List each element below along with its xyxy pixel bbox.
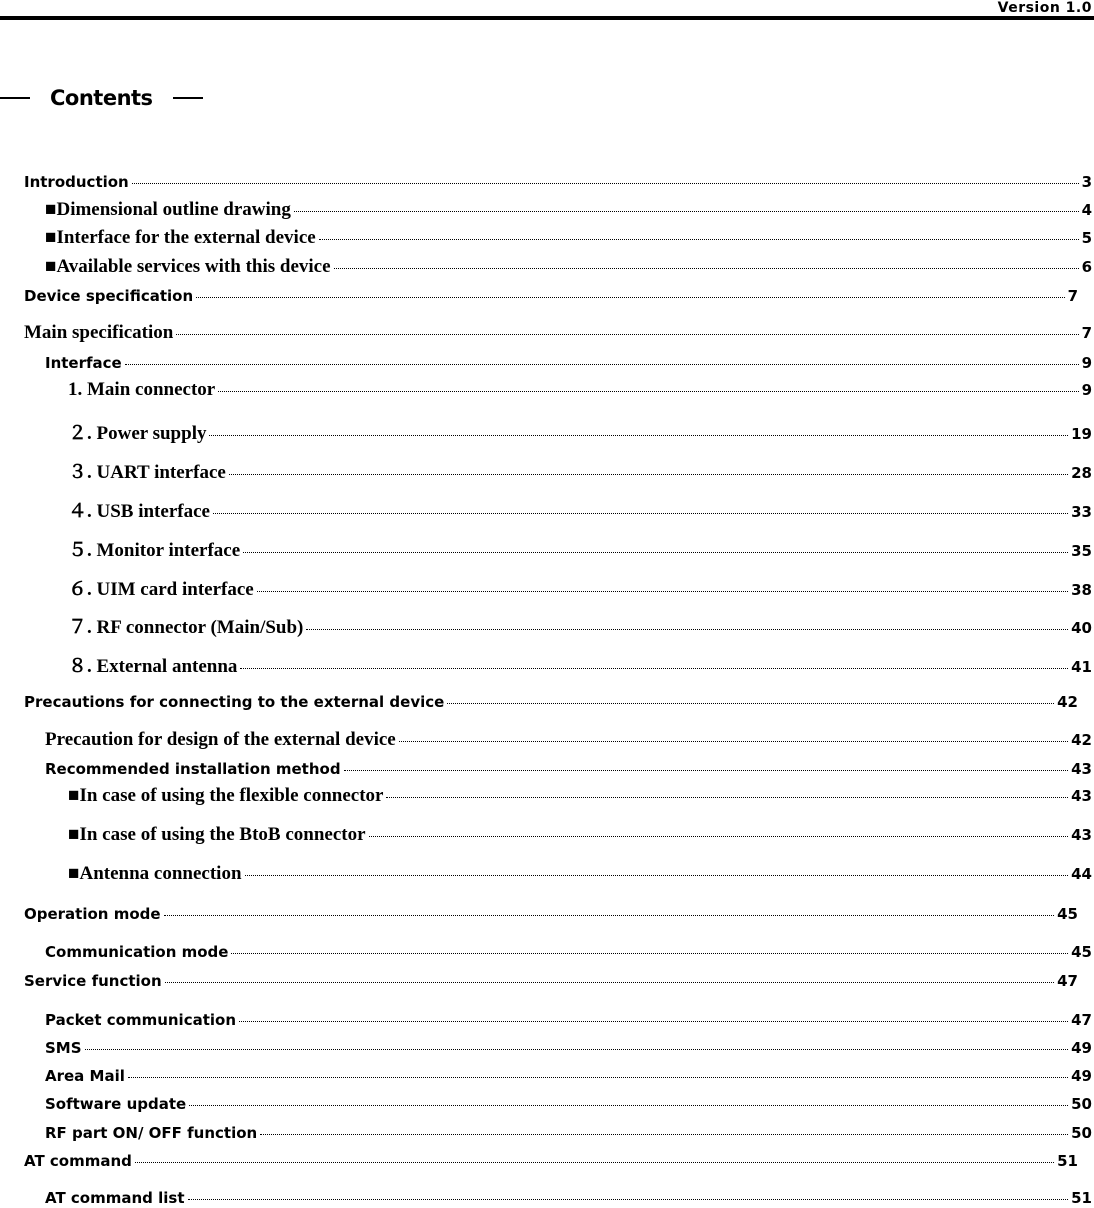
- toc-page: 43: [1071, 760, 1092, 778]
- toc-label: Precaution for design of the external device: [45, 729, 396, 750]
- toc-page: 50: [1071, 1124, 1092, 1142]
- toc-page: 43: [1071, 787, 1092, 805]
- toc-leader: [128, 1077, 1068, 1078]
- toc-page: 38: [1071, 581, 1092, 599]
- toc-label: Area Mail: [45, 1067, 125, 1085]
- toc-leader: [132, 183, 1079, 184]
- toc-label: ７. RF connector (Main/Sub): [68, 617, 304, 638]
- toc-label: 1. Main connector: [68, 379, 216, 400]
- toc-leader: [319, 239, 1079, 240]
- toc-leader: [231, 953, 1068, 954]
- toc-page: 42: [1071, 731, 1092, 749]
- toc-entry-main-connector[interactable]: [68, 379, 1092, 401]
- toc-page: 50: [1071, 1095, 1092, 1113]
- toc-leader: [334, 268, 1079, 269]
- toc-label: ６. UIM card interface: [68, 579, 254, 600]
- toc-page: 9: [1081, 381, 1092, 399]
- toc-label: Operation mode: [24, 905, 161, 923]
- toc-entry-at-command[interactable]: [24, 1152, 1078, 1170]
- toc-page: 45: [1057, 905, 1078, 923]
- toc-page: 33: [1071, 503, 1092, 521]
- toc-entry-sms[interactable]: [45, 1039, 1092, 1057]
- toc-page: 9: [1081, 354, 1092, 372]
- toc-entry-area-mail[interactable]: [45, 1067, 1092, 1085]
- toc-label: Interface: [45, 354, 122, 372]
- toc-page: 44: [1071, 865, 1092, 883]
- toc-leader: [125, 364, 1079, 365]
- toc-label: Service function: [24, 972, 162, 990]
- toc-entry-interface-external[interactable]: [45, 227, 1092, 249]
- toc-label: Communication mode: [45, 943, 229, 961]
- toc-label: AT command: [24, 1152, 132, 1170]
- toc-leader: [447, 703, 1054, 704]
- toc-leader: [257, 591, 1068, 592]
- toc-entry-uim-card-interface[interactable]: [68, 574, 1092, 601]
- toc-leader: [229, 474, 1068, 475]
- page-title: Contents: [50, 86, 153, 110]
- toc-leader: [196, 297, 1064, 298]
- toc-entry-flexible-connector[interactable]: [68, 785, 1092, 807]
- toc-entry-precautions[interactable]: [24, 693, 1078, 711]
- toc-entry-available-services[interactable]: [45, 256, 1092, 278]
- toc-leader: [85, 1049, 1069, 1050]
- toc-entry-interface[interactable]: [45, 354, 1092, 372]
- toc-page: 47: [1057, 972, 1078, 990]
- toc-label: ■Interface for the external device: [45, 227, 316, 248]
- toc-entry-packet-communication[interactable]: [45, 1011, 1092, 1029]
- toc-page: 6: [1081, 258, 1092, 276]
- toc-leader: [240, 668, 1068, 669]
- toc-entry-precaution-design[interactable]: [45, 729, 1092, 751]
- toc-entry-usb-interface[interactable]: [68, 496, 1092, 523]
- toc-entry-communication-mode[interactable]: [45, 943, 1092, 961]
- toc-entry-btob-connector[interactable]: [68, 824, 1092, 846]
- toc-page: 41: [1071, 658, 1092, 676]
- contents-heading: [0, 86, 203, 110]
- toc-entry-monitor-interface[interactable]: [68, 535, 1092, 562]
- toc-leader: [188, 1199, 1069, 1200]
- toc-page: 3: [1081, 173, 1092, 191]
- toc-label: ■In case of using the flexible connector: [68, 785, 384, 806]
- toc-page: 49: [1071, 1039, 1092, 1057]
- toc-page: 51: [1071, 1189, 1092, 1207]
- toc-label: RF part ON/ OFF function: [45, 1124, 258, 1142]
- toc-leader: [260, 1134, 1068, 1135]
- toc-leader: [135, 1162, 1054, 1163]
- toc-leader: [306, 629, 1068, 630]
- toc-entry-software-update[interactable]: [45, 1095, 1092, 1113]
- toc-label: ４. USB interface: [68, 501, 210, 522]
- toc-page: 19: [1071, 425, 1092, 443]
- toc-page: 43: [1071, 826, 1092, 844]
- toc-page: 40: [1071, 619, 1092, 637]
- toc-leader: [165, 982, 1054, 983]
- toc-leader: [239, 1021, 1068, 1022]
- toc-page: 49: [1071, 1067, 1092, 1085]
- toc-label: ■Antenna connection: [68, 863, 242, 884]
- toc-entry-at-command-list[interactable]: [45, 1189, 1092, 1207]
- toc-leader: [218, 391, 1078, 392]
- toc-leader: [344, 770, 1069, 771]
- toc-label: ３. UART interface: [68, 462, 226, 483]
- toc-entry-external-antenna[interactable]: [68, 651, 1092, 678]
- toc-page: 51: [1057, 1152, 1078, 1170]
- toc-label: Main specification: [24, 322, 174, 343]
- toc-entry-dimensional-outline[interactable]: [45, 199, 1092, 221]
- toc-leader: [369, 836, 1069, 837]
- toc-label: ５. Monitor interface: [68, 540, 241, 561]
- toc-label: Precautions for connecting to the external device: [24, 693, 445, 711]
- toc-entry-antenna-connection[interactable]: [68, 863, 1092, 885]
- toc-entry-rf-part-onoff[interactable]: [45, 1124, 1092, 1142]
- toc-entry-main-specification[interactable]: [24, 322, 1092, 344]
- toc-label: Recommended installation method: [45, 760, 341, 778]
- toc-label: Device specification: [24, 287, 194, 305]
- header-rule: [0, 16, 1094, 20]
- version-label: Version 1.0: [997, 0, 1092, 16]
- heading-dash-right: [173, 97, 203, 99]
- toc-leader: [189, 1105, 1068, 1106]
- toc-label: ■In case of using the BtoB connector: [68, 824, 366, 845]
- toc-entry-device-specification[interactable]: [24, 287, 1078, 305]
- toc-label: Packet communication: [45, 1011, 237, 1029]
- toc-leader: [386, 797, 1068, 798]
- heading-dash-left: [0, 97, 30, 99]
- toc-page: 7: [1067, 287, 1078, 305]
- toc-label: SMS: [45, 1039, 82, 1057]
- toc-label: ２. Power supply: [68, 423, 207, 444]
- toc-entry-introduction[interactable]: [24, 173, 1092, 191]
- toc-page: 28: [1071, 464, 1092, 482]
- toc-label: AT command list: [45, 1189, 185, 1207]
- toc-leader: [176, 334, 1078, 335]
- toc-entry-recommended-installation[interactable]: [45, 760, 1092, 778]
- toc-entry-service-function[interactable]: [24, 972, 1078, 990]
- toc-page: 35: [1071, 542, 1092, 560]
- toc-entry-rf-connector[interactable]: [68, 612, 1092, 639]
- toc-leader: [164, 915, 1055, 916]
- toc-label: Introduction: [24, 173, 129, 191]
- toc-leader: [294, 211, 1079, 212]
- toc-page: 4: [1081, 201, 1092, 219]
- toc-label: ■Dimensional outline drawing: [45, 199, 291, 220]
- toc-page: 5: [1081, 229, 1092, 247]
- toc-label: Software update: [45, 1095, 187, 1113]
- toc-page: 47: [1071, 1011, 1092, 1029]
- toc-page: 7: [1081, 324, 1092, 342]
- toc-leader: [243, 552, 1068, 553]
- toc-leader: [399, 741, 1068, 742]
- toc-leader: [245, 875, 1069, 876]
- toc-label: ■Available services with this device: [45, 256, 331, 277]
- toc-page: 45: [1071, 943, 1092, 961]
- toc-leader: [213, 513, 1068, 514]
- toc-entry-uart-interface[interactable]: [68, 457, 1092, 484]
- toc-entry-power-supply[interactable]: [68, 418, 1092, 445]
- toc-entry-operation-mode[interactable]: [24, 905, 1078, 923]
- toc-page: 42: [1057, 693, 1078, 711]
- toc-label: ８. External antenna: [68, 656, 238, 677]
- toc-leader: [209, 435, 1068, 436]
